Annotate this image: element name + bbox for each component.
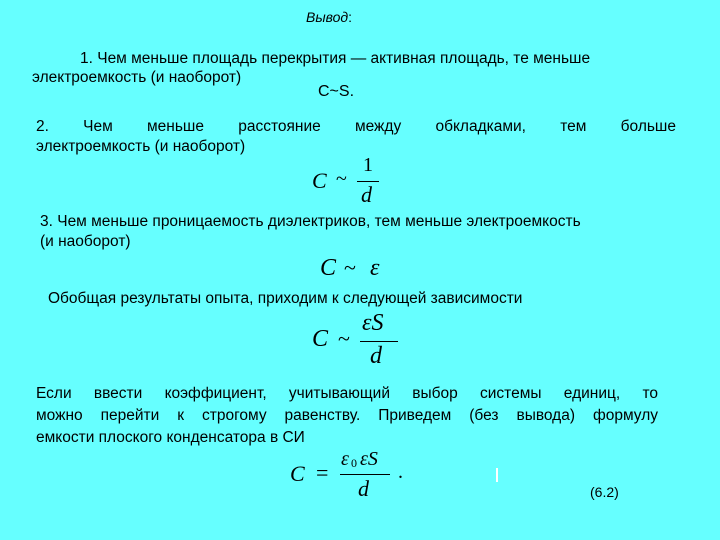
p5-num-rest: εS [360,448,378,470]
section-heading [306,8,352,27]
p5-lhs: C [290,461,305,486]
p3-line2: (и наоборот) [40,233,131,250]
p5-num-eps: ε [341,448,349,470]
p4-line1: Обобщая результаты опыта, приходим к следующей зависимости [48,290,523,307]
p5-fraction-bar [340,474,390,475]
p3-formula [320,255,400,285]
p3-rhs: ε [370,255,380,281]
heading-colon: : [348,9,353,25]
p1-line2: электроемкость (и наоборот) [32,69,242,86]
p5-num-sub: 0 [351,456,357,470]
p5-den: d [358,476,369,501]
p1-line1: 1. Чем меньше площадь перекрытия — активная площадь, те меньше [80,50,591,67]
p5-end: . [398,461,403,483]
p3-line1: 3. Чем меньше проницаемость диэлектриков, тем меньше электроемкость [40,213,581,230]
p3-lhs: C [320,255,337,281]
p5-line1: Если ввести коэффициент, учитывающий выбор системы единиц, то [36,385,658,402]
p4-formula [312,310,402,372]
p2-num: 1 [363,154,373,176]
p5-line3: емкости плоского конденсатора в СИ [36,429,305,446]
p4-rel: ~ [338,326,350,351]
heading-text: Вывод [306,9,349,25]
p5-formula [290,448,420,502]
p2-lhs: C [312,168,327,193]
divider-mark [496,468,498,482]
p2-line2: электроемкость (и наоборот) [36,138,246,155]
p2-den: d [361,182,372,207]
p4-den: d [370,343,382,369]
p1-formula: C~S. [318,83,355,100]
p2-rel: ~ [336,168,347,190]
p2-formula [312,155,392,205]
p5-line2: можно перейти к строгому равенству. Приведем (без вывода) формулу [36,407,658,424]
equation-number: (6.2) [590,484,619,500]
p4-lhs: C [312,326,329,352]
p4-num: εS [362,310,384,336]
p5-rel: = [316,460,329,485]
p2-line1: 2. Чем меньше расстояние между обкладками, тем больше [36,118,676,135]
p3-rel: ~ [344,255,356,280]
p4-fraction-bar [360,341,398,342]
